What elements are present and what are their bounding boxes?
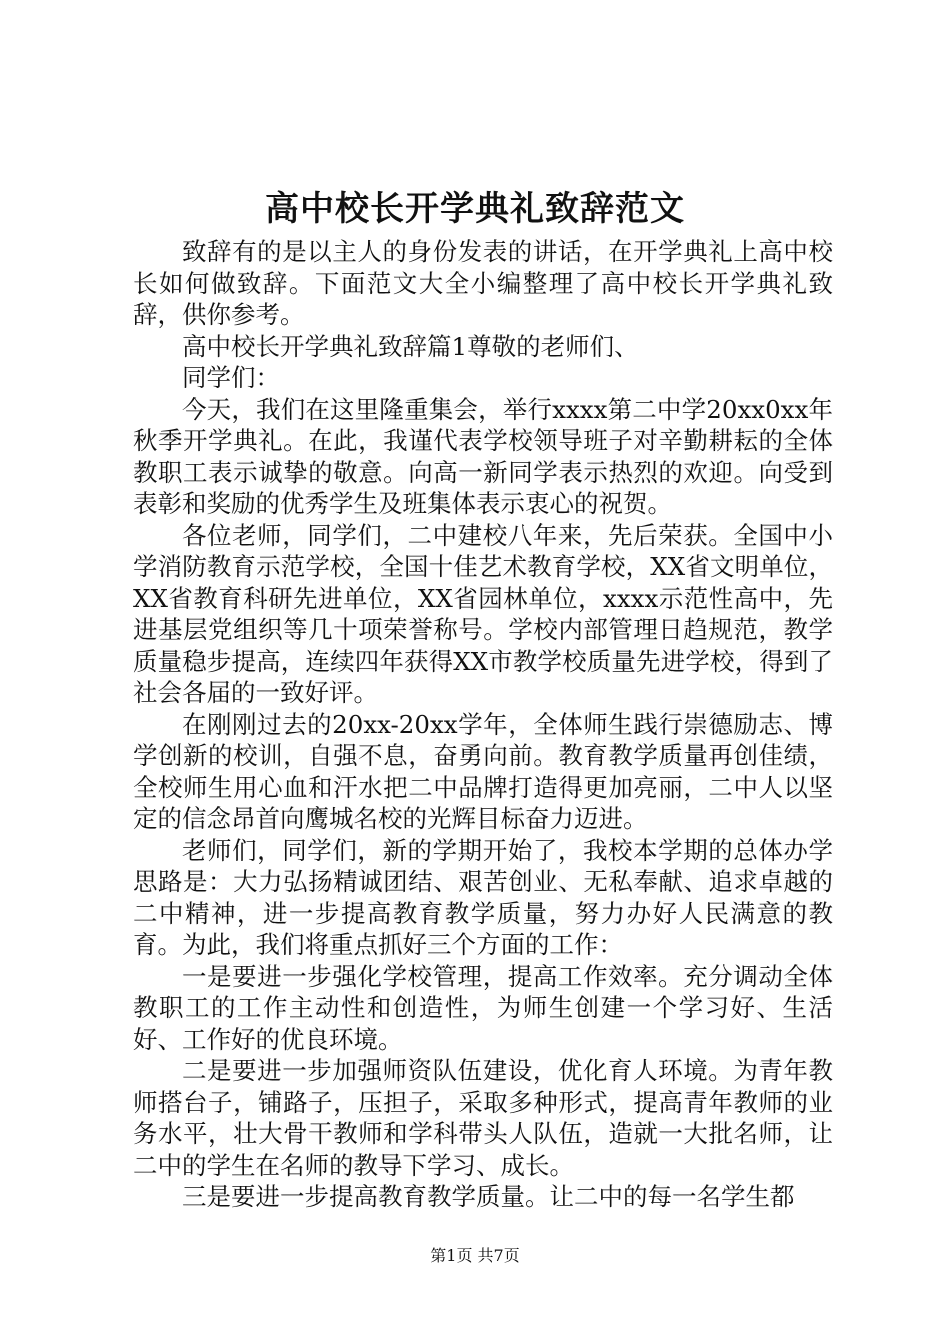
paragraph-point-two: 二是要进一步加强师资队伍建设，优化育人环境。为青年教师搭台子，铺路子，压担子，采取多种形式，提高青年教师的业务水平，壮大骨干教师和学科带头人队伍，造就一大批名师，让二中的学生在名师的教导下学习、成长。 bbox=[133, 1056, 833, 1180]
paragraph-last-year: 在刚刚过去的20xx-20xx学年，全体师生践行崇德励志、博学创新的校训，自强不息，奋勇向前。教育教学质量再创佳绩，全校师生用心血和汗水把二中品牌打造得更加亮丽，二中人以坚定的信念昂首向鹰城名校的光辉目标奋力迈进。 bbox=[133, 709, 833, 833]
paragraph-opening: 今天，我们在这里隆重集会，举行xxxx第二中学20xx0xx年秋季开学典礼。在此，我谨代表学校领导班子对辛勤耕耘的全体教职工表示诚挚的敬意。向高一新同学表示热烈的欢迎。向受到表彰和奖励的优秀学生及班集体表示衷心的祝贺。 bbox=[133, 394, 833, 518]
paragraph-honors: 各位老师，同学们，二中建校八年来，先后荣获。全国中小学消防教育示范学校，全国十佳艺术教育学校，XX省文明单位，XX省教育科研先进单位，XX省园林单位，xxxx示范性高中，先进基层党组织等几十项荣誉称号。学校内部管理日趋规范，教学质量稳步提高，连续四年获得XX市教学校质量先进学校，得到了社会各届的一致好评。 bbox=[133, 520, 833, 707]
paragraph-greeting: 同学们： bbox=[182, 363, 280, 392]
paragraph-speech-heading: 高中校长开学典礼致辞篇1尊敬的老师们、 bbox=[182, 331, 639, 361]
paragraph-point-one: 一是要进一步强化学校管理，提高工作效率。充分调动全体教职工的工作主动性和创造性，为师生创建一个学习好、生活好、工作好的优良环境。 bbox=[133, 961, 833, 1054]
document-body bbox=[133, 236, 833, 1213]
paragraph-plan: 老师们，同学们，新的学期开始了，我校本学期的总体办学思路是：大力弘扬精诚团结、艰苦创业、无私奉献、追求卓越的二中精神，进一步提高教育教学质量，努力办好人民满意的教育。为此，我们将重点抓好三个方面的工作： bbox=[133, 835, 833, 959]
page-footer bbox=[0, 1245, 950, 1267]
paragraph-point-three: 三是要进一步提高教育教学质量。让二中的每一名学生都 bbox=[182, 1182, 795, 1211]
page-number: 第1页 bbox=[430, 1246, 473, 1265]
document-title: 高中校长开学典礼致辞范文 bbox=[265, 189, 685, 229]
page-total: 共7页 bbox=[477, 1246, 520, 1265]
paragraph-intro: 致辞有的是以主人的身份发表的讲话，在开学典礼上高中校长如何做致辞。下面范文大全小编整理了高中校长开学典礼致辞，供你参考。 bbox=[133, 237, 833, 329]
